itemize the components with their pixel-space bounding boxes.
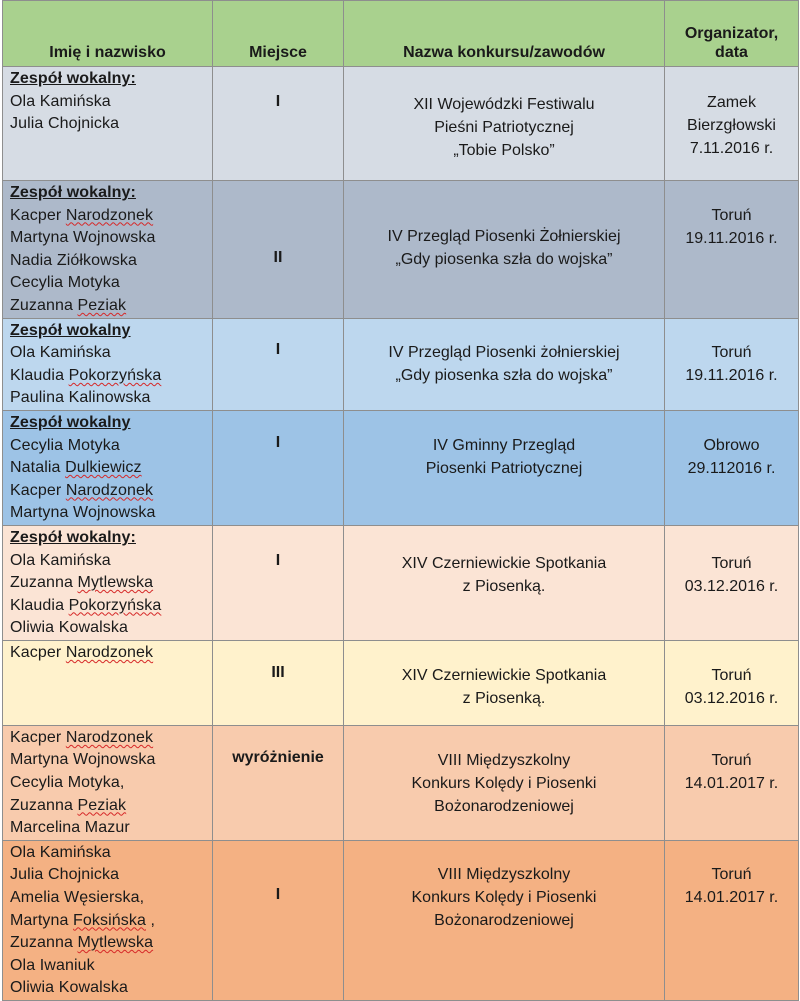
place-cell: I	[213, 525, 344, 640]
participant-name	[10, 295, 212, 318]
participant-name	[10, 480, 212, 503]
participant-name: Ola Kamińska	[10, 551, 111, 569]
table-row	[3, 67, 799, 181]
organizer-line: Toruń	[711, 751, 752, 769]
contest-cell	[344, 318, 665, 410]
organizer-line: Bierzgłowski	[687, 117, 776, 134]
surname-spellcheck: Peziak	[77, 796, 127, 814]
contest-line: z Piosenką.	[462, 577, 546, 595]
organizer-cell	[665, 725, 799, 840]
organizer-line: 19.11.2016 r.	[685, 230, 778, 247]
first-name: Zuzanna	[10, 934, 78, 952]
organizer-cell	[665, 640, 799, 725]
participants-cell	[3, 181, 213, 319]
organizer-cell	[665, 840, 799, 1000]
surname-spellcheck: Narodzonek	[65, 481, 154, 499]
participant-name	[10, 727, 212, 750]
participants-cell	[3, 410, 213, 525]
organizer-line: Toruń	[711, 207, 752, 224]
organizer-line: Toruń	[711, 554, 752, 572]
place-cell: III	[213, 640, 344, 725]
contest-cell	[344, 725, 665, 840]
organizer-line: Obrowo	[703, 436, 760, 454]
contest-line: Bożonarodzeniowej	[434, 911, 574, 929]
organizer-cell	[665, 318, 799, 410]
surname-spellcheck: Mytlewska	[77, 934, 154, 952]
participant-name	[10, 572, 212, 595]
participant-name	[10, 457, 212, 480]
contest-line: Konkurs Kolędy i Piosenki	[411, 774, 597, 792]
participant-name: Cecylia Motyka	[10, 436, 120, 454]
contest-line: z Piosenką.	[462, 689, 546, 707]
participant-name: Oliwia Kowalska	[10, 619, 128, 637]
contest-cell	[344, 640, 665, 725]
place-cell: I	[213, 840, 344, 1000]
contest-cell	[344, 410, 665, 525]
organizer-line: Zamek	[707, 94, 756, 111]
place-cell: I	[213, 67, 344, 181]
participant-name	[10, 910, 212, 933]
contest-line: VIII Międzyszkolny	[437, 751, 571, 769]
first-name: Kacper	[10, 643, 66, 661]
contest-line: IV Gminny Przegląd	[432, 436, 576, 454]
participant-name: Paulina Kalinowska	[10, 389, 151, 407]
place-cell: II	[213, 181, 344, 319]
contest-cell	[344, 67, 665, 181]
surname-spellcheck: Narodzonek	[65, 728, 154, 746]
participant-name: Cecylia Motyka,	[10, 774, 125, 792]
participant-name	[10, 205, 212, 228]
header-row	[3, 1, 799, 67]
surname-spellcheck: Foksińska	[73, 911, 146, 929]
participants-cell	[3, 840, 213, 1000]
participant-name: Ola Kamińska	[10, 344, 111, 362]
first-name: Zuzanna	[10, 574, 78, 592]
group-label: Zespół wokalny:	[10, 528, 136, 546]
results-table	[2, 0, 799, 1001]
participant-name	[10, 795, 212, 818]
participant-name	[10, 595, 212, 618]
contest-line: XIV Czerniewickie Spotkania	[401, 554, 607, 572]
organizer-line: Toruń	[711, 343, 752, 361]
participants-cell	[3, 640, 213, 725]
place-cell: wyróżnienie	[213, 725, 344, 840]
first-name: Zuzanna	[10, 296, 78, 314]
organizer-line: Toruń	[711, 865, 752, 883]
first-name: Martyna	[10, 911, 74, 929]
contest-line: Konkurs Kolędy i Piosenki	[411, 888, 597, 906]
surname-spellcheck: Mytlewska	[77, 574, 154, 592]
organizer-cell	[665, 181, 799, 319]
first-name: Natalia	[10, 459, 66, 477]
table-row	[3, 410, 799, 525]
surname-spellcheck: Pokorzyńska	[68, 596, 162, 614]
first-name: Kacper	[10, 728, 66, 746]
participant-name: Ola Kamińska	[10, 92, 111, 110]
table-body	[3, 67, 799, 1001]
surname-spellcheck: Dulkiewicz	[65, 459, 142, 477]
first-name: Klaudia	[10, 596, 69, 614]
contest-line: XII Wojewódzki Festiwalu	[413, 96, 595, 113]
contest-line: Piosenki Patriotycznej	[425, 459, 583, 477]
organizer-cell	[665, 525, 799, 640]
participants-cell	[3, 525, 213, 640]
first-name: Zuzanna	[10, 796, 78, 814]
participant-name: Ola Kamińska	[10, 843, 111, 861]
surname-spellcheck: Pokorzyńska	[68, 366, 162, 384]
contest-cell	[344, 525, 665, 640]
organizer-line: 03.12.2016 r.	[684, 689, 779, 707]
participant-name	[10, 365, 212, 388]
contest-line: XIV Czerniewickie Spotkania	[401, 666, 607, 684]
name-suffix: ,	[145, 911, 156, 929]
header-contest: Nazwa konkursu/zawodów	[344, 1, 665, 67]
place-cell: I	[213, 410, 344, 525]
header-name: Imię i nazwisko	[3, 1, 213, 67]
organizer-line: 14.01.2017 r.	[684, 774, 779, 792]
table-row	[3, 725, 799, 840]
header-place: Miejsce	[213, 1, 344, 67]
table-row	[3, 840, 799, 1000]
participant-name: Amelia Węsierska,	[10, 889, 145, 907]
organizer-line: 03.12.2016 r.	[684, 577, 779, 595]
group-label: Zespół wokalny:	[10, 70, 136, 87]
participant-name: Nadia Ziółkowska	[10, 251, 137, 269]
contest-line: VIII Międzyszkolny	[437, 865, 571, 883]
surname-spellcheck: Narodzonek	[65, 643, 154, 661]
first-name: Kacper	[10, 481, 66, 499]
table-row	[3, 525, 799, 640]
participant-name: Cecylia Motyka	[10, 274, 120, 292]
participants-cell	[3, 67, 213, 181]
contest-line: „Gdy piosenka szła do wojska”	[395, 251, 613, 268]
participant-name: Julia Chojnicka	[10, 866, 120, 884]
group-label: Zespół wokalny	[10, 413, 131, 431]
first-name: Klaudia	[10, 366, 69, 384]
surname-spellcheck: Narodzonek	[65, 206, 154, 224]
participant-name: Oliwia Kowalska	[10, 979, 128, 997]
table-row	[3, 640, 799, 725]
group-label: Zespół wokalny	[10, 321, 131, 339]
participant-name: Ola Iwaniuk	[10, 956, 95, 974]
contest-cell	[344, 181, 665, 319]
participants-cell	[3, 318, 213, 410]
organizer-line: 14.01.2017 r.	[684, 888, 779, 906]
organizer-line: Toruń	[711, 666, 752, 684]
table-row	[3, 318, 799, 410]
surname-spellcheck: Peziak	[77, 296, 127, 314]
organizer-cell	[665, 67, 799, 181]
participant-name	[10, 642, 212, 665]
contest-line: „Gdy piosenka szła do wojska”	[395, 366, 613, 384]
participants-cell	[3, 725, 213, 840]
contest-line: Pieśni Patriotycznej	[434, 119, 574, 136]
contest-cell	[344, 840, 665, 1000]
contest-line: IV Przegląd Piosenki żołnierskiej	[388, 343, 620, 361]
participant-name	[10, 932, 212, 955]
table-row	[3, 181, 799, 319]
organizer-cell	[665, 410, 799, 525]
contest-line: „Tobie Polsko”	[453, 142, 555, 159]
organizer-line: 7.11.2016 r.	[689, 140, 774, 157]
participant-name: Martyna Wojnowska	[10, 751, 156, 769]
header-organizer: Organizator, data	[665, 1, 799, 67]
organizer-line: 19.11.2016 r.	[685, 366, 778, 384]
first-name: Kacper	[10, 206, 66, 224]
participant-name: Martyna Wojnowska	[10, 504, 156, 522]
participant-name: Martyna Wojnowska	[10, 229, 156, 247]
participant-name: Marcelina Mazur	[10, 819, 130, 837]
participant-name: Julia Chojnicka	[10, 115, 120, 133]
organizer-line: 29.112016 r.	[687, 459, 776, 477]
group-label: Zespół wokalny:	[10, 184, 136, 201]
place-cell: I	[213, 318, 344, 410]
contest-line: IV Przegląd Piosenki Żołnierskiej	[387, 228, 621, 245]
contest-line: Bożonarodzeniowej	[434, 797, 574, 815]
